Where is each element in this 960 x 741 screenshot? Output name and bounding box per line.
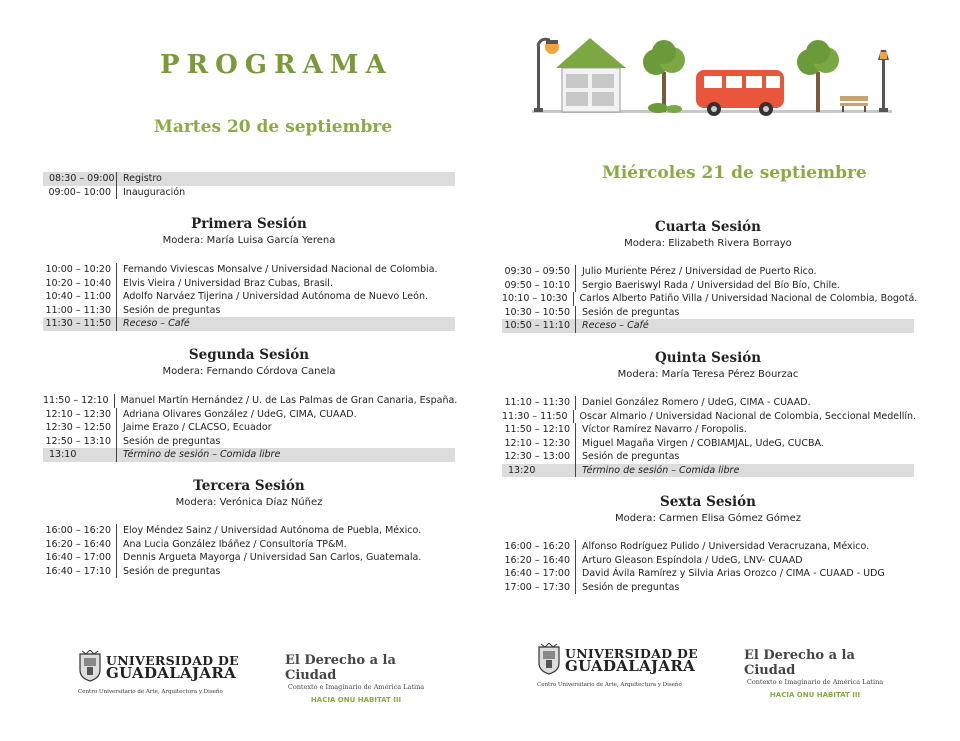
row-time: 10:50 – 11:10 bbox=[502, 319, 576, 333]
row-time: 10:30 – 10:50 bbox=[502, 306, 576, 320]
city-street-illustration bbox=[528, 32, 896, 118]
row-time: 09:50 – 10:10 bbox=[502, 279, 576, 293]
session-moderator: Modera: María Luisa García Yerena bbox=[162, 235, 336, 246]
schedule-row bbox=[43, 551, 455, 565]
session-schedule bbox=[43, 394, 458, 462]
edc-tagline: HACIA ONU HABITAT III bbox=[769, 691, 861, 699]
row-time: 09:00– 10:00 bbox=[43, 186, 117, 200]
row-desc: Eloy Méndez Sainz / Universidad Autónoma de Puebla, México. bbox=[123, 525, 422, 536]
udg-crest-icon bbox=[537, 643, 561, 675]
row-time: 13:20 bbox=[502, 464, 576, 478]
edc-logo bbox=[285, 653, 427, 704]
row-desc: Miguel Magaña Virgen / COBIAMJAL, UdeG, CUCBA. bbox=[582, 437, 824, 449]
udg-crest-icon bbox=[78, 650, 102, 682]
row-desc: Ana Lucia González Ibáñez / Consultoría TP&M. bbox=[123, 538, 347, 550]
day2-title: Miércoles 21 de septiembre bbox=[602, 163, 867, 183]
row-desc: Manuel Martín Hernández / U. de Las Palmas de Gran Canaria, España. bbox=[120, 395, 458, 406]
session-title: Quinta Sesión bbox=[654, 350, 762, 366]
edc-subtitle: Contexto e Imaginario de América Latina bbox=[287, 683, 425, 691]
schedule-row bbox=[43, 304, 455, 318]
udg-name-line2: GUADALAJARA bbox=[106, 664, 237, 682]
row-time: 09:30 – 09:50 bbox=[502, 265, 576, 279]
schedule-row bbox=[43, 290, 455, 304]
session-moderator: Modera: María Teresa Pérez Bourzac bbox=[617, 369, 799, 380]
row-time: 10:20 – 10:40 bbox=[43, 277, 117, 291]
row-desc: Sesión de preguntas bbox=[582, 581, 680, 593]
day1-opening-schedule bbox=[43, 172, 455, 199]
session-moderator: Modera: Elizabeth Rivera Borrayo bbox=[624, 238, 792, 249]
schedule-row bbox=[502, 554, 914, 568]
row-time: 08:30 – 09:00 bbox=[43, 172, 117, 186]
row-desc: Adolfo Narváez Tijerina / Universidad Autónoma de Nuevo León. bbox=[123, 291, 428, 302]
row-desc: David Ávila Ramírez y Silvia Arias Orozco / CIMA - CUAAD - UDG bbox=[582, 568, 885, 579]
row-time: 11:00 – 11:30 bbox=[43, 304, 117, 318]
row-desc: Arturo Gleason Espíndola / UdeG, LNV- CUAAD bbox=[582, 554, 803, 566]
schedule-row bbox=[43, 538, 455, 552]
row-desc: Alfonso Rodríguez Pulido / Universidad Veracruzana, México. bbox=[582, 541, 870, 552]
session-schedule bbox=[502, 540, 914, 594]
session-title: Segunda Sesión bbox=[188, 347, 310, 363]
schedule-row bbox=[43, 524, 455, 538]
schedule-row bbox=[502, 410, 917, 424]
udg-subtitle: Centro Universitario de Arte, Arquitectura y Diseño bbox=[537, 682, 682, 688]
schedule-row bbox=[502, 581, 914, 595]
row-desc: Sesión de preguntas bbox=[123, 304, 221, 316]
row-time: 16:00 – 16:20 bbox=[43, 524, 117, 538]
schedule-row bbox=[43, 565, 455, 579]
row-time: 12:30 – 13:00 bbox=[502, 450, 576, 464]
schedule-row bbox=[43, 421, 455, 435]
row-time: 16:00 – 16:20 bbox=[502, 540, 576, 554]
schedule-row bbox=[43, 408, 455, 422]
session-moderator: Modera: Verónica Díaz Núñez bbox=[175, 497, 323, 508]
session-schedule bbox=[502, 396, 917, 477]
schedule-row-break bbox=[502, 464, 914, 478]
row-time: 11:10 – 11:30 bbox=[502, 396, 576, 410]
row-time: 13:10 bbox=[43, 448, 117, 462]
row-desc: Sesión de preguntas bbox=[582, 451, 680, 462]
row-desc: Daniel González Romero / UdeG, CIMA - CUAAD. bbox=[582, 397, 811, 408]
row-time: 16:40 – 17:10 bbox=[43, 565, 117, 579]
schedule-row bbox=[502, 279, 914, 293]
row-time: 11:50 – 12:10 bbox=[502, 423, 576, 437]
udg-name-line1: UNIVERSIDAD DE bbox=[565, 646, 698, 661]
schedule-row bbox=[502, 265, 914, 279]
row-desc: Sesión de preguntas bbox=[582, 306, 680, 318]
schedule-row bbox=[502, 292, 918, 306]
schedule-row bbox=[502, 396, 914, 410]
row-desc: Sesión de preguntas bbox=[123, 435, 221, 447]
session-moderator: Modera: Fernando Córdova Canela bbox=[162, 366, 336, 377]
schedule-row bbox=[43, 263, 455, 277]
day1-title: Martes 20 de septiembre bbox=[154, 117, 393, 137]
row-desc: Sergio Baeriswyl Rada / Universidad del Bío Bío, Chile. bbox=[582, 279, 840, 291]
row-desc: Fernando Viviescas Monsalve / Universidad Nacional de Colombia. bbox=[123, 264, 438, 275]
row-desc: Elvis Vieira / Universidad Braz Cubas, Brasil. bbox=[123, 277, 333, 289]
session-title: Tercera Sesión bbox=[193, 478, 305, 494]
session-schedule bbox=[43, 524, 455, 578]
row-desc: Receso – Café bbox=[123, 318, 190, 329]
edc-logo bbox=[744, 648, 886, 699]
row-time: 12:30 – 12:50 bbox=[43, 421, 117, 435]
schedule-row bbox=[43, 394, 458, 408]
schedule-row bbox=[502, 567, 914, 581]
row-desc: Oscar Almario / Universidad Nacional de Colombia, Seccional Medellín. bbox=[579, 410, 917, 422]
row-time: 12:10 – 12:30 bbox=[502, 437, 576, 451]
row-time: 11:30 – 11:50 bbox=[502, 410, 574, 424]
edc-title: El Derecho a la Ciudad bbox=[744, 648, 855, 678]
udg-name-line2: GUADALAJARA bbox=[565, 657, 696, 675]
session-title: Primera Sesión bbox=[191, 216, 307, 232]
row-time: 16:20 – 16:40 bbox=[502, 554, 576, 568]
row-desc: Dennis Argueta Mayorga / Universidad San Carlos, Guatemala. bbox=[123, 552, 422, 563]
row-time: 11:30 – 11:50 bbox=[43, 317, 117, 331]
row-desc: Registro bbox=[123, 173, 162, 184]
row-time: 12:10 – 12:30 bbox=[43, 408, 117, 422]
schedule-row-break bbox=[43, 448, 455, 462]
udg-subtitle: Centro Universitario de Arte, Arquitectura y Diseño bbox=[78, 689, 223, 695]
row-desc: Adriana Olivares González / UdeG, CIMA, CUAAD. bbox=[123, 408, 357, 420]
schedule-row bbox=[43, 435, 455, 449]
row-time: 11:50 – 12:10 bbox=[43, 394, 115, 408]
row-time: 10:40 – 11:00 bbox=[43, 290, 117, 304]
schedule-row bbox=[43, 172, 455, 186]
page-title: PROGRAMA bbox=[160, 50, 393, 80]
schedule-row bbox=[502, 423, 914, 437]
row-desc: Inauguración bbox=[123, 186, 186, 198]
row-desc: Sesión de preguntas bbox=[123, 565, 221, 577]
schedule-row bbox=[43, 277, 455, 291]
session-title: Sexta Sesión bbox=[660, 494, 756, 510]
row-time: 16:20 – 16:40 bbox=[43, 538, 117, 552]
row-desc: Jaime Erazo / CLACSO, Ecuador bbox=[123, 422, 272, 433]
session-moderator: Modera: Carmen Elisa Gómez Gómez bbox=[614, 513, 802, 524]
row-desc: Término de sesión – Comida libre bbox=[582, 464, 740, 476]
row-desc: Receso – Café bbox=[582, 320, 649, 331]
row-time: 10:00 – 10:20 bbox=[43, 263, 117, 277]
row-time: 12:50 – 13:10 bbox=[43, 435, 117, 449]
edc-title: El Derecho a la Ciudad bbox=[285, 653, 396, 683]
row-time: 16:40 – 17:00 bbox=[502, 567, 576, 581]
schedule-row bbox=[502, 437, 914, 451]
edc-tagline: HACIA ONU HABITAT III bbox=[310, 696, 402, 704]
session-schedule bbox=[43, 263, 455, 331]
schedule-row-break bbox=[43, 317, 455, 331]
row-time: 17:00 – 17:30 bbox=[502, 581, 576, 595]
row-desc: Carlos Alberto Patiño Villa / Universidad Nacional de Colombia, Bogotá. bbox=[579, 293, 918, 304]
session-schedule bbox=[502, 265, 918, 333]
schedule-row bbox=[43, 186, 455, 200]
schedule-row-break bbox=[502, 319, 914, 333]
row-time: 10:10 – 10:30 bbox=[502, 292, 574, 306]
row-desc: Término de sesión – Comida libre bbox=[123, 449, 281, 460]
schedule-row bbox=[502, 306, 914, 320]
schedule-row bbox=[502, 450, 914, 464]
edc-subtitle: Contexto e Imaginario de América Latina bbox=[746, 678, 884, 686]
row-time: 16:40 – 17:00 bbox=[43, 551, 117, 565]
row-desc: Víctor Ramírez Navarro / Foropolis. bbox=[582, 424, 747, 435]
session-title: Cuarta Sesión bbox=[655, 219, 761, 235]
schedule-row bbox=[502, 540, 914, 554]
udg-name-line1: UNIVERSIDAD DE bbox=[106, 653, 239, 668]
row-desc: Julio Muriente Pérez / Universidad de Puerto Rico. bbox=[582, 266, 817, 277]
